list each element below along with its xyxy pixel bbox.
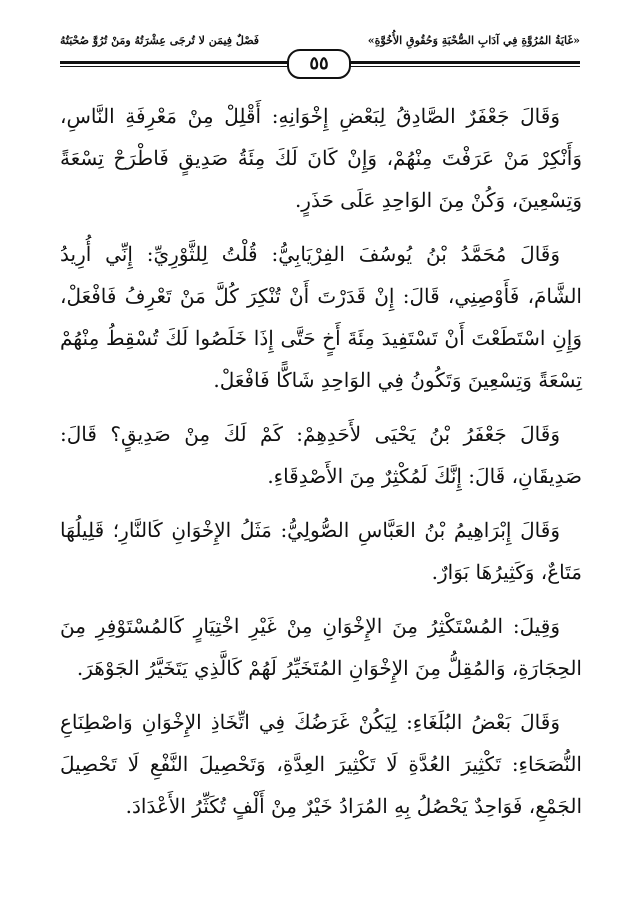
paragraph: وَقَالَ بَعْضُ البُلَغَاءِ: لِيَكُنْ غَرَضُكَ فِي اتِّخَاذِ الإِخْوَانِ وَاصْطِنَاعِ النُّصَحَاءِ: تَكْثِيرَ العُدَّةِ لَا تَكْثِيرَ العِدَّةِ، وَتَحْصِيلَ النَّفْعِ لَا تَحْصِيلَ الجَمْعِ، فَوَاحِدٌ يَحْصُلُ بِهِ المُرَادُ خَيْرٌ مِنْ أَلْفٍ تُكَثِّرُ الأَعْدَادَ. bbox=[60, 710, 582, 818]
page-number: ٥٥ bbox=[287, 49, 351, 79]
paragraph: وَقِيلَ: المُسْتَكْثِرُ مِنَ الإِخْوَانِ مِنْ غَيْرِ اخْتِيَارٍ كَالمُسْتَوْفِرِ مِنَ الحِجَارَةِ، وَالمُقِلُّ مِنَ الإِخْوَانِ المُتَخَيِّرُ لَهُمْ كَالَّذِي يَتَخَيَّرُ الجَوْهَرَ. bbox=[60, 614, 582, 680]
paragraph: وَقَالَ مُحَمَّدُ بْنُ يُوسُفَ الفِرْيَابِيُّ: قُلْتُ لِلثَّوْرِيِّ: إِنِّي أُرِيدُ الشَّامَ، فَأَوْصِنِي، قَالَ: إِنْ قَدَرْتَ أَنْ تُنْكِرَ كُلَّ مَنْ تَعْرِفُ فَافْعَلْ، وَإِنِ اسْتَطَعْتَ أَنْ تَسْتَفِيدَ مِئَةَ أَخٍ حَتَّى إِذَا خَلَصُوا لَكَ تُسْقِطُ مِنْهُمْ تِسْعَةً وَتِسْعِينَ وَتَكُونُ فِي الوَاحِدِ شَاكًّا فَافْعَلْ. bbox=[60, 242, 582, 392]
paragraph: وَقَالَ جَعْفَرُ بْنُ يَحْيَى لأَحَدِهِمْ: كَمْ لَكَ مِنْ صَدِيقٍ؟ قَالَ: صَدِيقَانِ، قَالَ: إِنَّكَ لَمُكْثِرٌ مِنَ الأَصْدِقَاءِ. bbox=[60, 422, 582, 488]
paragraph: وَقَالَ جَعْفَرٌ الصَّادِقُ لِبَعْضِ إِخْوَانِهِ: أَقْلِلْ مِنْ مَعْرِفَةِ النَّاسِ، وَأَنْكِرْ مَنْ عَرَفْتَ مِنْهُمْ، وَإِنْ كَانَ لَكَ مِئَةُ صَدِيقٍ فَاطْرَحْ تِسْعَةً وَتِسْعِينَ، وَكُنْ مِنَ الوَاحِدِ عَلَى حَذَرٍ. bbox=[60, 104, 583, 212]
book-title: «غَايَةُ المُرُوَّةِ فِي آدَابِ الصُّحْبَةِ وَحُقُوقِ الأُخُوَّةِ» bbox=[367, 34, 580, 47]
paragraph: وَقَالَ إِبْرَاهِيمُ بْنُ العَبَّاسِ الصُّولِيُّ: مَثَلُ الإِخْوَانِ كَالنَّارِ؛ قَلِيلُهَا مَتَاعٌ، وَكَثِيرُهَا بَوَارٌ. bbox=[60, 518, 582, 584]
chapter-title: فَصْلٌ فِيمَن لا تُرجَى عِشْرَتُهُ ومَنْ تُرُوَّ صُحْبَتُهُ bbox=[60, 34, 260, 47]
page-body bbox=[60, 95, 582, 839]
